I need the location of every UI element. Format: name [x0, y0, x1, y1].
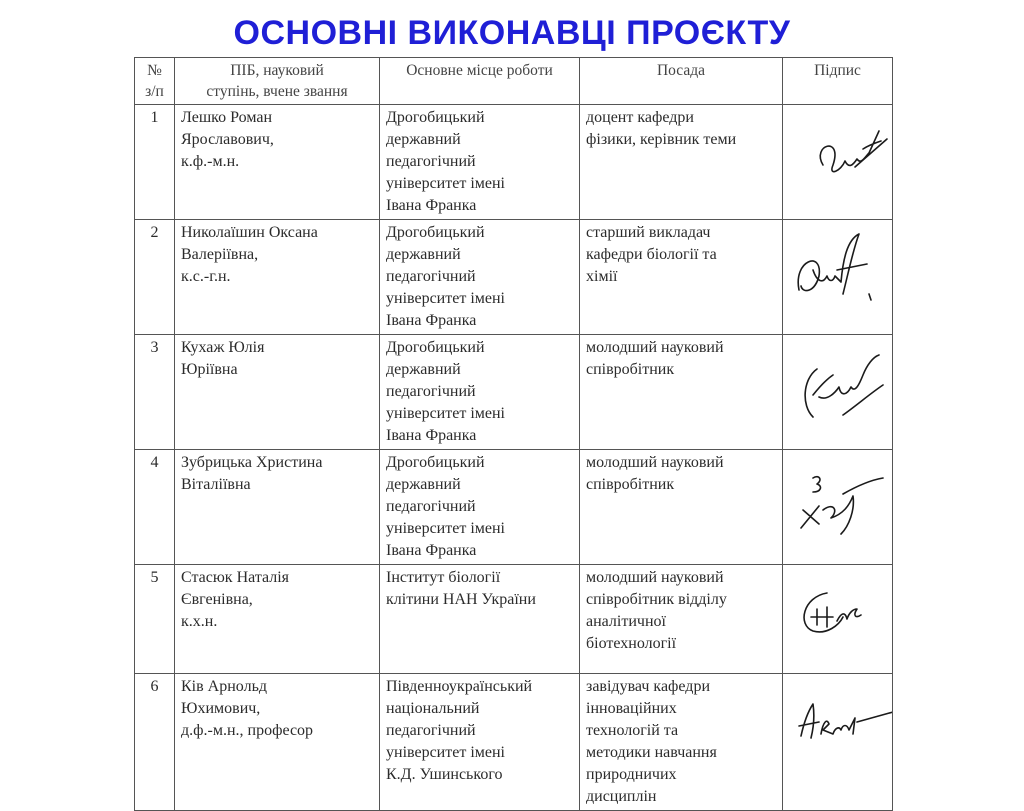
- row-signature: [783, 674, 893, 811]
- row-name: Зубрицька Христина Віталіївна: [175, 450, 380, 565]
- row-number: 5: [135, 565, 175, 674]
- row-number: 1: [135, 105, 175, 220]
- handwritten-signature-icon: [783, 450, 893, 558]
- header-signature: Підпис: [783, 58, 893, 105]
- header-number: № з/п: [135, 58, 175, 105]
- header-position: Посада: [580, 58, 783, 105]
- row-signature: [783, 220, 893, 335]
- executors-table: [134, 57, 893, 811]
- row-position: завідувач кафедри інноваційних технологій та методики навчання природничих дисциплін: [580, 674, 783, 811]
- row-position: доцент кафедри фізики, керівник теми: [580, 105, 783, 220]
- row-workplace: Інститут біології клітини НАН України: [380, 565, 580, 674]
- row-signature: [783, 450, 893, 565]
- row-signature: [783, 565, 893, 674]
- row-name: Николаїшин Оксана Валеріївна, к.с.-г.н.: [175, 220, 380, 335]
- row-number: 4: [135, 450, 175, 565]
- handwritten-signature-icon: [783, 674, 893, 782]
- header-name: ПІБ, науковий ступінь, вчене звання: [175, 58, 380, 105]
- row-number: 3: [135, 335, 175, 450]
- row-workplace: Південноукраїнський національний педагогічний університет імені К.Д. Ушинського: [380, 674, 580, 811]
- handwritten-signature-icon: [783, 220, 893, 328]
- table-header-row: [135, 58, 893, 105]
- table-row: [135, 450, 893, 565]
- row-name: Лешко Роман Ярославович, к.ф.-м.н.: [175, 105, 380, 220]
- row-name: Стасюк Наталія Євгенівна, к.х.н.: [175, 565, 380, 674]
- header-workplace: Основне місце роботи: [380, 58, 580, 105]
- handwritten-signature-icon: [783, 105, 893, 213]
- row-signature: [783, 335, 893, 450]
- row-signature: [783, 105, 893, 220]
- row-workplace: Дрогобицький державний педагогічний університет імені Івана Франка: [380, 450, 580, 565]
- table-row: [135, 565, 893, 674]
- row-workplace: Дрогобицький державний педагогічний університет імені Івана Франка: [380, 220, 580, 335]
- table-row: [135, 674, 893, 811]
- row-position: молодший науковий співробітник відділу аналітичної біотехнології: [580, 565, 783, 674]
- table-row: [135, 335, 893, 450]
- row-position: молодший науковий співробітник: [580, 335, 783, 450]
- table-row: [135, 105, 893, 220]
- row-number: 2: [135, 220, 175, 335]
- handwritten-signature-icon: [783, 335, 893, 443]
- row-name: Ків Арнольд Юхимович, д.ф.-м.н., професор: [175, 674, 380, 811]
- row-workplace: Дрогобицький державний педагогічний університет імені Івана Франка: [380, 105, 580, 220]
- row-number: 6: [135, 674, 175, 811]
- table-row: [135, 220, 893, 335]
- row-position: молодший науковий співробітник: [580, 450, 783, 565]
- row-workplace: Дрогобицький державний педагогічний університет імені Івана Франка: [380, 335, 580, 450]
- row-name: Кухаж Юлія Юріївна: [175, 335, 380, 450]
- handwritten-signature-icon: [783, 565, 893, 673]
- row-position: старший викладач кафедри біології та хімії: [580, 220, 783, 335]
- slide-title: ОСНОВНІ ВИКОНАВЦІ ПРОЄКТУ: [233, 14, 791, 52]
